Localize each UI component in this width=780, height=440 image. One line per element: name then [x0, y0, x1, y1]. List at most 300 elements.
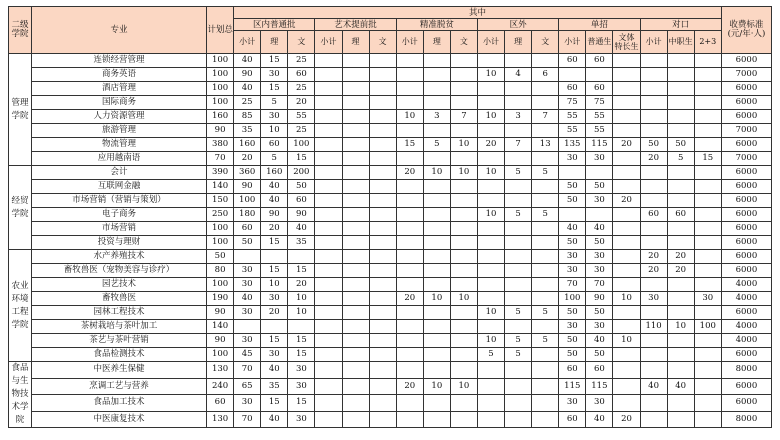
- quota-cell: 10: [423, 166, 450, 180]
- quota-cell: 10: [450, 138, 477, 152]
- quota-cell: [477, 395, 504, 412]
- quota-cell: 50: [667, 138, 694, 152]
- quota-cell: [505, 362, 532, 379]
- quota-cell: [532, 362, 559, 379]
- quota-cell: [315, 334, 342, 348]
- quota-cell: 5: [477, 348, 504, 362]
- fee-cell: 7000: [721, 124, 771, 138]
- sub-header: 文体 特长生: [613, 31, 640, 54]
- quota-cell: 25: [288, 124, 315, 138]
- sub-header: 文: [532, 31, 559, 54]
- quota-cell: 35: [234, 124, 261, 138]
- quota-cell: 30: [559, 320, 586, 334]
- quota-cell: 30: [586, 395, 613, 412]
- quota-cell: 15: [288, 395, 315, 412]
- sub-header: 文: [288, 31, 315, 54]
- quota-cell: [586, 68, 613, 82]
- fee-cell: 4000: [721, 292, 771, 306]
- quota-cell: [315, 306, 342, 320]
- quota-cell: 10: [477, 306, 504, 320]
- quota-cell: 30: [234, 334, 261, 348]
- quota-cell: [450, 395, 477, 412]
- quota-cell: 5: [532, 208, 559, 222]
- quota-cell: 10: [667, 320, 694, 334]
- quota-cell: 50: [586, 306, 613, 320]
- fee-cell: 6000: [721, 348, 771, 362]
- major-name: 人力资源管理: [31, 110, 206, 124]
- quota-cell: 30: [640, 292, 667, 306]
- table-row: [9, 292, 772, 306]
- quota-cell: [477, 96, 504, 110]
- quota-cell: 40: [586, 334, 613, 348]
- quota-cell: [450, 334, 477, 348]
- fee-cell: 6000: [721, 395, 771, 412]
- fee-cell: 6000: [721, 180, 771, 194]
- quota-cell: 20: [288, 96, 315, 110]
- quota-cell: [423, 208, 450, 222]
- fee-cell: 6000: [721, 378, 771, 395]
- quota-cell: [477, 222, 504, 236]
- quota-cell: [613, 54, 640, 68]
- quota-cell: 50: [559, 236, 586, 250]
- quota-cell: 40: [640, 378, 667, 395]
- quota-cell: [261, 250, 288, 264]
- fee-cell: 4000: [721, 278, 771, 292]
- quota-cell: 40: [234, 292, 261, 306]
- quota-cell: 85: [234, 110, 261, 124]
- table-row: [9, 348, 772, 362]
- quota-cell: [450, 124, 477, 138]
- quota-cell: 70: [586, 278, 613, 292]
- quota-cell: [369, 82, 396, 96]
- quota-cell: 10: [477, 68, 504, 82]
- quota-cell: 50: [207, 250, 234, 264]
- quota-cell: [369, 110, 396, 124]
- quota-cell: [477, 264, 504, 278]
- quota-cell: [423, 236, 450, 250]
- sub-header: 小计: [396, 31, 423, 54]
- quota-cell: [342, 378, 369, 395]
- quota-cell: [477, 292, 504, 306]
- quota-cell: 70: [559, 278, 586, 292]
- quota-cell: 10: [613, 334, 640, 348]
- fee-cell: 6000: [721, 54, 771, 68]
- quota-cell: 65: [234, 378, 261, 395]
- major-name: 水产养殖技术: [31, 250, 206, 264]
- quota-cell: [369, 278, 396, 292]
- quota-cell: [396, 278, 423, 292]
- sub-header: 理: [261, 31, 288, 54]
- quota-cell: 50: [234, 236, 261, 250]
- quota-cell: 10: [477, 208, 504, 222]
- fee-header: 收费标准 (元/年·人): [721, 7, 771, 54]
- quota-cell: [532, 124, 559, 138]
- quota-cell: [369, 194, 396, 208]
- quota-cell: 75: [586, 96, 613, 110]
- quota-cell: 50: [559, 306, 586, 320]
- table-row: [9, 68, 772, 82]
- quota-cell: 40: [667, 378, 694, 395]
- table-row: [9, 320, 772, 334]
- quota-cell: 5: [505, 348, 532, 362]
- quota-cell: 20: [261, 306, 288, 320]
- quota-cell: 15: [261, 264, 288, 278]
- table-row: [9, 208, 772, 222]
- quota-cell: 90: [207, 306, 234, 320]
- quota-cell: 15: [288, 264, 315, 278]
- quota-cell: 30: [586, 264, 613, 278]
- major-name: 会计: [31, 166, 206, 180]
- sub-header: 中职生: [667, 31, 694, 54]
- quota-cell: [640, 222, 667, 236]
- fee-cell: 8000: [721, 362, 771, 379]
- quota-cell: 25: [288, 54, 315, 68]
- quota-cell: [450, 54, 477, 68]
- quota-cell: 150: [207, 194, 234, 208]
- quota-cell: 5: [505, 306, 532, 320]
- major-name: 物流管理: [31, 138, 206, 152]
- quota-cell: 40: [559, 222, 586, 236]
- quota-cell: 40: [261, 194, 288, 208]
- quota-cell: [640, 411, 667, 428]
- fee-cell: 8000: [721, 411, 771, 428]
- quota-cell: 250: [207, 208, 234, 222]
- quota-cell: 15: [288, 348, 315, 362]
- quota-cell: 20: [477, 138, 504, 152]
- quota-cell: [505, 411, 532, 428]
- major-name: 商务英语: [31, 68, 206, 82]
- quota-cell: [559, 208, 586, 222]
- table-row: [9, 362, 772, 379]
- quota-cell: [640, 54, 667, 68]
- quota-cell: [613, 152, 640, 166]
- quota-cell: [315, 236, 342, 250]
- quota-cell: 5: [505, 334, 532, 348]
- quota-cell: [559, 166, 586, 180]
- quota-cell: 60: [207, 395, 234, 412]
- quota-cell: [694, 54, 721, 68]
- quota-cell: [613, 110, 640, 124]
- quota-cell: 30: [261, 348, 288, 362]
- quota-cell: [694, 395, 721, 412]
- quota-cell: 140: [207, 180, 234, 194]
- quota-cell: [694, 194, 721, 208]
- major-name: 食品加工技术: [31, 395, 206, 412]
- quota-cell: 20: [613, 411, 640, 428]
- quota-cell: 55: [559, 124, 586, 138]
- quota-cell: 5: [423, 138, 450, 152]
- sub-header: 理: [423, 31, 450, 54]
- quota-cell: [667, 236, 694, 250]
- quota-cell: [477, 194, 504, 208]
- fee-cell: 6000: [721, 194, 771, 208]
- major-name: 中医养生保健: [31, 362, 206, 379]
- quota-cell: [342, 194, 369, 208]
- quota-cell: [667, 395, 694, 412]
- quota-cell: 180: [234, 208, 261, 222]
- quota-cell: 30: [261, 292, 288, 306]
- quota-cell: [369, 208, 396, 222]
- quota-cell: 30: [288, 378, 315, 395]
- table-row: [9, 152, 772, 166]
- quota-cell: [477, 250, 504, 264]
- sub-header: 小计: [234, 31, 261, 54]
- table-row: [9, 378, 772, 395]
- major-name: 畜牧兽医（宠物美容与诊疗）: [31, 264, 206, 278]
- quota-cell: 20: [288, 278, 315, 292]
- quota-cell: 30: [288, 411, 315, 428]
- quota-cell: [315, 54, 342, 68]
- fee-cell: 6000: [721, 236, 771, 250]
- major-name: 茶艺与茶叶营销: [31, 334, 206, 348]
- quota-cell: [694, 138, 721, 152]
- quota-cell: [694, 124, 721, 138]
- quota-cell: 90: [288, 208, 315, 222]
- quota-cell: 7: [532, 110, 559, 124]
- quota-cell: [613, 250, 640, 264]
- quota-cell: [315, 166, 342, 180]
- quota-cell: [396, 68, 423, 82]
- quota-cell: 3: [423, 110, 450, 124]
- quota-cell: 200: [288, 166, 315, 180]
- quota-cell: 20: [640, 152, 667, 166]
- quota-cell: [342, 292, 369, 306]
- quota-cell: [342, 222, 369, 236]
- quota-cell: [694, 362, 721, 379]
- quota-cell: [640, 166, 667, 180]
- quota-cell: [450, 348, 477, 362]
- quota-cell: [532, 292, 559, 306]
- quota-cell: [505, 264, 532, 278]
- college-name: 管理 学院: [9, 54, 32, 166]
- quota-cell: [477, 54, 504, 68]
- quota-cell: 100: [694, 320, 721, 334]
- quota-cell: [640, 334, 667, 348]
- quota-cell: 15: [261, 395, 288, 412]
- fee-cell: 6000: [721, 110, 771, 124]
- quota-cell: [423, 82, 450, 96]
- major-name: 应用越南语: [31, 152, 206, 166]
- quota-cell: [505, 278, 532, 292]
- quota-cell: 90: [234, 68, 261, 82]
- table-row: [9, 194, 772, 208]
- quota-cell: [477, 152, 504, 166]
- quota-cell: 60: [288, 68, 315, 82]
- enrollment-plan-table: [8, 6, 772, 428]
- quota-cell: [532, 411, 559, 428]
- quota-cell: 240: [207, 378, 234, 395]
- quota-cell: [369, 395, 396, 412]
- quota-cell: [369, 334, 396, 348]
- quota-cell: 190: [207, 292, 234, 306]
- quota-cell: [423, 411, 450, 428]
- quota-cell: 20: [396, 166, 423, 180]
- quota-cell: [369, 54, 396, 68]
- quota-cell: [288, 320, 315, 334]
- quota-cell: 20: [613, 138, 640, 152]
- quota-cell: [477, 278, 504, 292]
- quota-cell: [369, 250, 396, 264]
- quota-cell: [396, 348, 423, 362]
- quota-cell: [667, 306, 694, 320]
- table-row: [9, 334, 772, 348]
- quota-cell: [667, 411, 694, 428]
- quota-cell: 5: [261, 96, 288, 110]
- quota-cell: 10: [423, 378, 450, 395]
- sub-header: 小计: [559, 31, 586, 54]
- quota-cell: [342, 362, 369, 379]
- quota-cell: [342, 395, 369, 412]
- quota-cell: [369, 152, 396, 166]
- quota-cell: [396, 306, 423, 320]
- quota-cell: [315, 395, 342, 412]
- quota-cell: [315, 138, 342, 152]
- table-row: [9, 124, 772, 138]
- major-header: 专业: [31, 7, 206, 54]
- major-name: 国际商务: [31, 96, 206, 110]
- quota-cell: 55: [586, 124, 613, 138]
- quota-cell: [640, 194, 667, 208]
- quota-cell: [532, 152, 559, 166]
- quota-cell: [450, 180, 477, 194]
- quota-cell: [342, 138, 369, 152]
- quota-cell: 10: [477, 166, 504, 180]
- quota-cell: [369, 236, 396, 250]
- quota-cell: [369, 292, 396, 306]
- quota-cell: [342, 320, 369, 334]
- quota-cell: 90: [234, 180, 261, 194]
- quota-cell: [694, 378, 721, 395]
- quota-cell: [450, 411, 477, 428]
- quota-cell: 100: [207, 236, 234, 250]
- quota-cell: [477, 362, 504, 379]
- table-row: [9, 54, 772, 68]
- quota-cell: 30: [234, 395, 261, 412]
- table-row: [9, 236, 772, 250]
- quota-cell: 60: [586, 362, 613, 379]
- quota-cell: 50: [559, 180, 586, 194]
- quota-cell: [640, 124, 667, 138]
- quota-cell: 100: [207, 54, 234, 68]
- quota-cell: [694, 208, 721, 222]
- sub-header: 理: [342, 31, 369, 54]
- quota-cell: [342, 166, 369, 180]
- quota-cell: [342, 96, 369, 110]
- quota-cell: [450, 208, 477, 222]
- quota-cell: 3: [505, 110, 532, 124]
- quota-cell: 5: [532, 166, 559, 180]
- quota-cell: [315, 110, 342, 124]
- quota-cell: [396, 250, 423, 264]
- quota-cell: 55: [288, 110, 315, 124]
- quota-cell: [396, 264, 423, 278]
- table-row: [9, 411, 772, 428]
- quota-cell: [694, 334, 721, 348]
- quota-cell: [396, 208, 423, 222]
- quota-cell: [613, 264, 640, 278]
- quota-cell: 90: [586, 292, 613, 306]
- quota-cell: 10: [613, 292, 640, 306]
- major-name: 互联网金融: [31, 180, 206, 194]
- quota-cell: [505, 250, 532, 264]
- quota-cell: 40: [234, 82, 261, 96]
- college-name: 经贸 学院: [9, 166, 32, 250]
- quota-cell: [423, 362, 450, 379]
- quota-cell: [667, 222, 694, 236]
- quota-cell: [369, 96, 396, 110]
- quota-cell: 5: [505, 166, 532, 180]
- quota-cell: 20: [261, 222, 288, 236]
- quota-cell: [369, 68, 396, 82]
- among-header: 其中: [234, 7, 722, 19]
- quota-cell: [315, 278, 342, 292]
- quota-cell: [640, 278, 667, 292]
- quota-cell: 15: [288, 334, 315, 348]
- quota-cell: 30: [559, 250, 586, 264]
- table-row: [9, 180, 772, 194]
- quota-cell: [694, 236, 721, 250]
- quota-cell: 60: [234, 222, 261, 236]
- quota-cell: [450, 82, 477, 96]
- quota-cell: [532, 320, 559, 334]
- quota-cell: 70: [234, 362, 261, 379]
- quota-cell: 4: [505, 68, 532, 82]
- quota-cell: [505, 395, 532, 412]
- major-name: 畜牧兽医: [31, 292, 206, 306]
- quota-cell: 5: [532, 334, 559, 348]
- quota-cell: [532, 378, 559, 395]
- table-row: [9, 82, 772, 96]
- quota-cell: [477, 236, 504, 250]
- quota-cell: 10: [477, 110, 504, 124]
- quota-cell: 70: [207, 152, 234, 166]
- quota-cell: [369, 138, 396, 152]
- quota-cell: 30: [559, 395, 586, 412]
- quota-cell: 15: [261, 334, 288, 348]
- major-name: 酒店管理: [31, 82, 206, 96]
- quota-cell: 380: [207, 138, 234, 152]
- quota-cell: [369, 348, 396, 362]
- quota-cell: [505, 180, 532, 194]
- quota-cell: [505, 124, 532, 138]
- quota-cell: 60: [559, 54, 586, 68]
- quota-cell: [586, 208, 613, 222]
- group-header-out-of-region: 区外: [477, 19, 558, 31]
- quota-cell: 50: [586, 180, 613, 194]
- quota-cell: [613, 68, 640, 82]
- table-body: [9, 54, 772, 428]
- quota-cell: 30: [234, 278, 261, 292]
- quota-cell: 55: [559, 110, 586, 124]
- quota-cell: [396, 180, 423, 194]
- quota-cell: [694, 68, 721, 82]
- quota-cell: [342, 348, 369, 362]
- quota-cell: [342, 250, 369, 264]
- quota-cell: 6: [532, 68, 559, 82]
- quota-cell: [342, 306, 369, 320]
- quota-cell: 15: [261, 82, 288, 96]
- quota-cell: 100: [207, 68, 234, 82]
- quota-cell: [396, 194, 423, 208]
- quota-cell: [315, 180, 342, 194]
- quota-cell: [559, 68, 586, 82]
- quota-cell: [532, 236, 559, 250]
- quota-cell: [315, 68, 342, 82]
- quota-cell: [315, 362, 342, 379]
- quota-cell: 50: [559, 334, 586, 348]
- fee-cell: 4000: [721, 320, 771, 334]
- table-row: [9, 250, 772, 264]
